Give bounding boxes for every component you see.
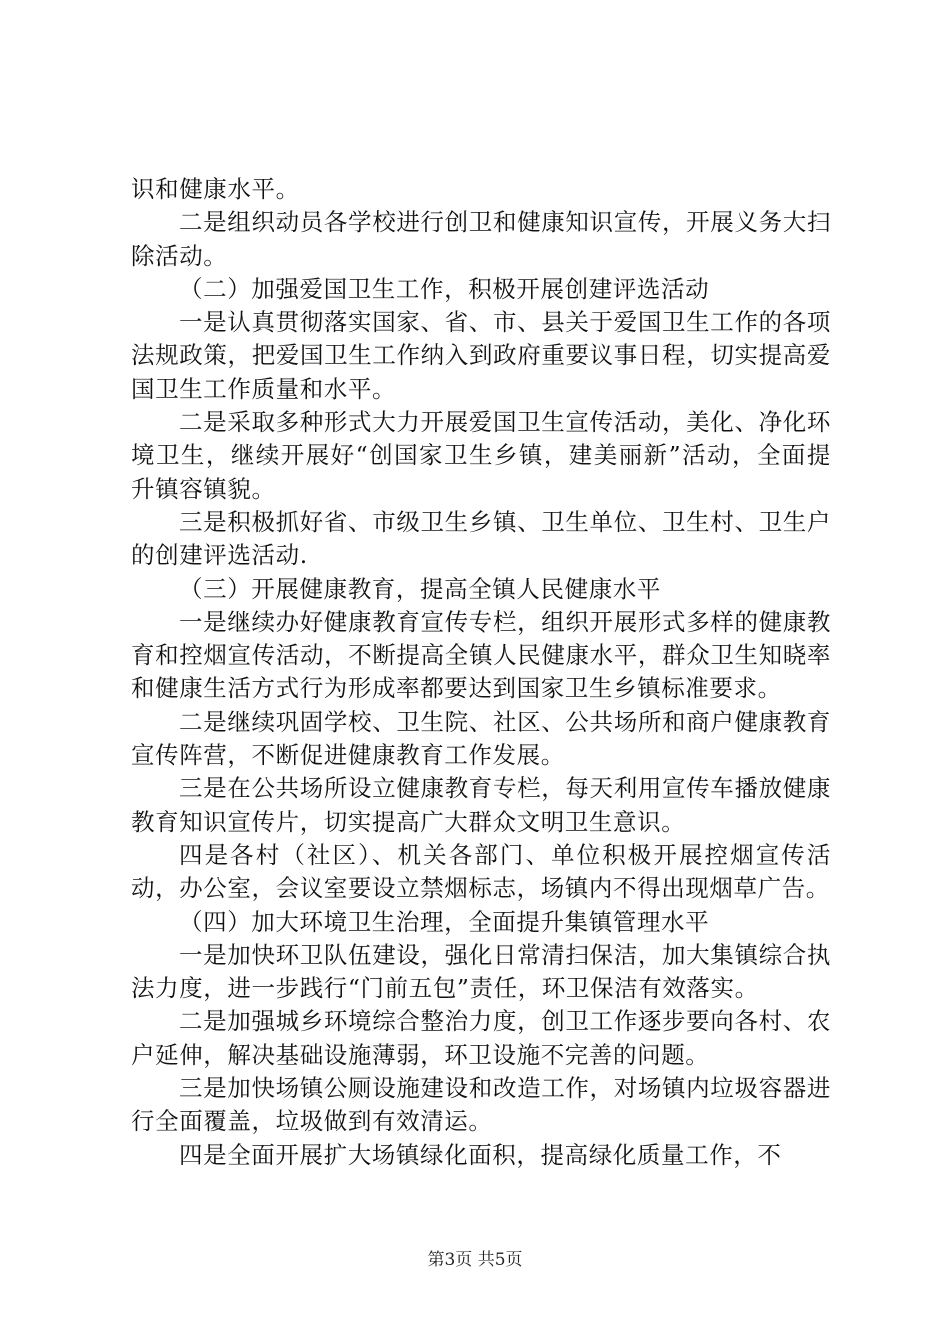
paragraph-item: 三是加快场镇公厕设施建设和改造工作，对场镇内垃圾容器进行全面覆盖，垃圾做到有效清运。 xyxy=(131,1074,831,1136)
page-footer: 第3页 共5页 xyxy=(427,1250,523,1270)
paragraph-item: 三是积极抓好省、市级卫生乡镇、卫生单位、卫生村、卫生户的创建评选活动. xyxy=(131,507,831,570)
paragraph-item: 二是采取多种形式大力开展爱国卫生宣传活动，美化、净化环境卫生，继续开展好“创国家卫生乡镇，建美丽新”活动，全面提升镇容镇貌。 xyxy=(131,408,831,503)
paragraph-item: 二是组织动员各学校进行创卫和健康知识宣传，开展义务大扫除活动。 xyxy=(131,208,831,270)
paragraph-item: 一是继续办好健康教育宣传专栏，组织开展形式多样的健康教育和控烟宣传活动，不断提高全镇人民健康水平，群众卫生知晓率和健康生活方式行为形成率都要达到国家卫生乡镇标准要求。 xyxy=(131,607,831,703)
section-heading-2: （二）加强爱国卫生工作，积极开展创建评选活动 xyxy=(179,274,710,303)
paragraph-item: 一是认真贯彻落实国家、省、市、县关于爱国卫生工作的各项法规政策，把爱国卫生工作纳入到政府重要议事日程，切实提高爱国卫生工作质量和水平。 xyxy=(131,308,831,403)
paragraph-item: 二是加强城乡环境综合整治力度，创卫工作逐步要向各村、农户延伸，解决基础设施薄弱，环卫设施不完善的问题。 xyxy=(131,1007,831,1069)
paragraph-continuation: 识和健康水平。 xyxy=(131,175,300,203)
paragraph-item: 三是在公共场所设立健康教育专栏，每天利用宣传车播放健康教育知识宣传片，切实提高广大群众文明卫生意识。 xyxy=(131,774,831,836)
paragraph-item-truncated: 四是全面开展扩大场镇绿化面积，提高绿化质量工作，不 xyxy=(179,1140,782,1169)
paragraph-item: 二是继续巩固学校、卫生院、社区、公共场所和商户健康教育宣传阵营，不断促进健康教育工作发展。 xyxy=(131,707,831,770)
paragraph-item: 一是加快环卫队伍建设，强化日常清扫保洁，加大集镇综合执法力度，进一步践行“门前五包”责任，环卫保洁有效落实。 xyxy=(131,940,831,1003)
paragraph-item: 四是各村（社区）、机关各部门、单位积极开展控烟宣传活动，办公室，会议室要设立禁烟标志，场镇内不得出现烟草广告。 xyxy=(131,840,831,903)
document-body xyxy=(131,173,831,1172)
section-heading-4: （四）加大环境卫生治理，全面提升集镇管理水平 xyxy=(179,907,710,936)
section-heading-3: （三）开展健康教育，提高全镇人民健康水平 xyxy=(179,574,661,603)
